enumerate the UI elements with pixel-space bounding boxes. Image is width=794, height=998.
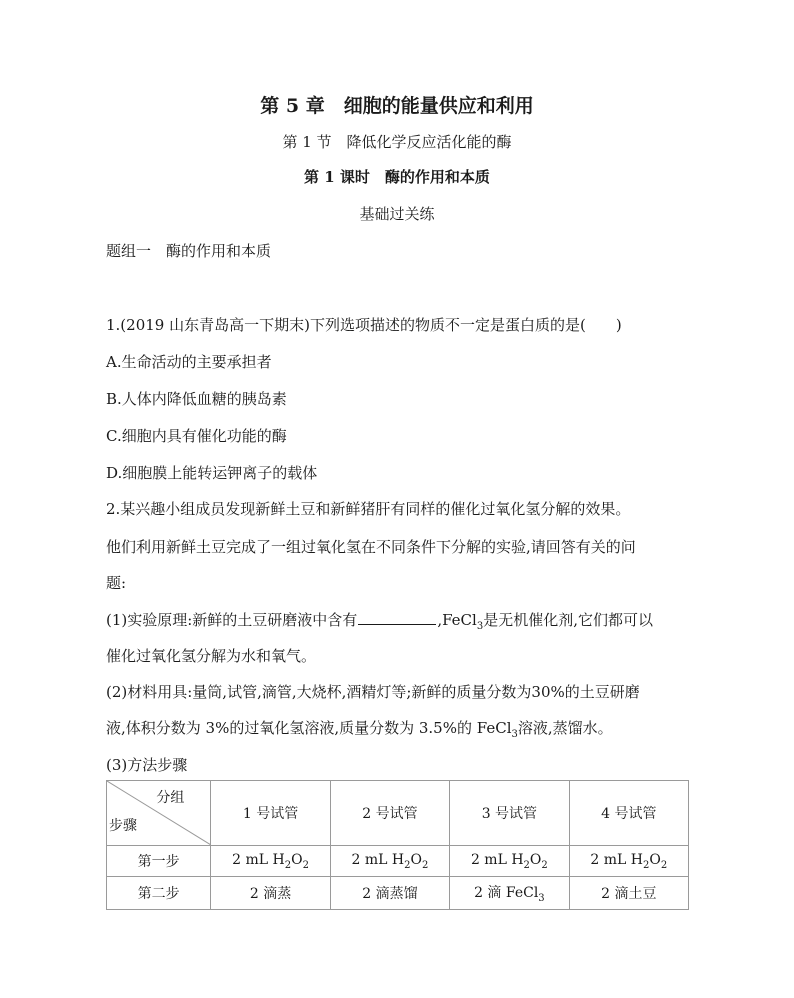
table-header-row: [107, 781, 689, 846]
section-title: 第 1 节 降低化学反应活化能的酶: [282, 133, 512, 151]
subscript: 3: [511, 729, 518, 740]
cell-tube1-step2: 2 滴蒸: [211, 877, 330, 910]
fecl3-label: FeCl: [442, 611, 477, 629]
q2-part1-line2: 催化过氧化氢分解为水和氧气。: [106, 647, 317, 665]
q2-part2-text-a: 液,体积分数为 3%的过氧化氢溶液,质量分数为 3.5%的 FeCl: [106, 719, 512, 737]
lesson-title: 第 1 课时 酶的作用和本质: [304, 168, 490, 186]
table-row: [107, 846, 689, 877]
cell-tube3-step1: 2 mL $H_2O_2$: [450, 846, 569, 877]
q2-stem-line1: 2.某兴趣小组成员发现新鲜土豆和新鲜猪肝有同样的催化过氧化氢分解的效果。: [106, 500, 631, 518]
header-tube-1: 1 号试管: [211, 781, 330, 846]
table-corner-cell: [107, 781, 211, 846]
q2-part1-line1: (1)实验原理:新鲜的土豆研磨液中含有 ,FeCl$_3$是无机催化剂,它们都可以: [106, 611, 653, 632]
cell-tube1-step1: 2 mL $H_2O_2$: [211, 846, 330, 877]
header-tube-3: 3 号试管: [450, 781, 569, 846]
q1-option-d: D.细胞膜上能转运钾离子的载体: [106, 464, 318, 482]
q2-part2-text-b: 溶液,蒸馏水。: [517, 719, 613, 737]
answer-blank[interactable]: [358, 610, 436, 625]
practice-title: 基础过关练: [359, 205, 435, 223]
subscript: 3: [476, 621, 484, 632]
q1-option-b: B.人体内降低血糖的胰岛素: [106, 390, 287, 408]
q2-part1-text-b: 是无机催化剂,它们都可以: [483, 611, 653, 629]
q1-option-c: C.细胞内具有催化功能的酶: [106, 427, 287, 445]
q2-stem-line2: 他们利用新鲜土豆完成了一组过氧化氢在不同条件下分解的实验,请回答有关的问: [106, 538, 636, 556]
cell-tube3-step2: 2 滴 FeCl$_3$: [450, 877, 569, 910]
q1-stem: 1.(2019 山东青岛高一下期末)下列选项描述的物质不一定是蛋白质的是( ): [106, 316, 622, 334]
q2-part2-line1: (2)材料用具:量筒,试管,滴管,大烧杯,酒精灯等;新鲜的质量分数为30%的土豆研磨: [106, 683, 640, 701]
q2-part1-text-a: (1)实验原理:新鲜的土豆研磨液中含有: [106, 611, 358, 629]
header-tube-4: 4 号试管: [569, 781, 688, 846]
steps-table: [106, 780, 689, 910]
cell-tube2-step1: 2 mL $H_2O_2$: [330, 846, 449, 877]
row-label-step2: 第二步: [107, 877, 211, 910]
q2-stem-line3: 题:: [106, 574, 127, 592]
corner-label-group: 分组: [156, 790, 185, 806]
cell-tube4-step2: 2 滴土豆: [569, 877, 688, 910]
q2-part2-line2: [106, 717, 613, 740]
corner-label-step: 步骤: [109, 818, 137, 834]
table-row: [107, 877, 689, 910]
row-label-step1: 第一步: [107, 846, 211, 877]
group-title: 题组一 酶的作用和本质: [106, 242, 272, 260]
cell-tube4-step1: 2 mL $H_2O_2$: [569, 846, 688, 877]
header-tube-2: 2 号试管: [330, 781, 449, 846]
q2-part3-title: (3)方法步骤: [106, 756, 188, 774]
q1-option-a: A.生命活动的主要承担者: [106, 353, 272, 371]
cell-tube2-step2: 2 滴蒸馏: [330, 877, 449, 910]
chapter-title: 第 5 章 细胞的能量供应和利用: [260, 95, 534, 117]
